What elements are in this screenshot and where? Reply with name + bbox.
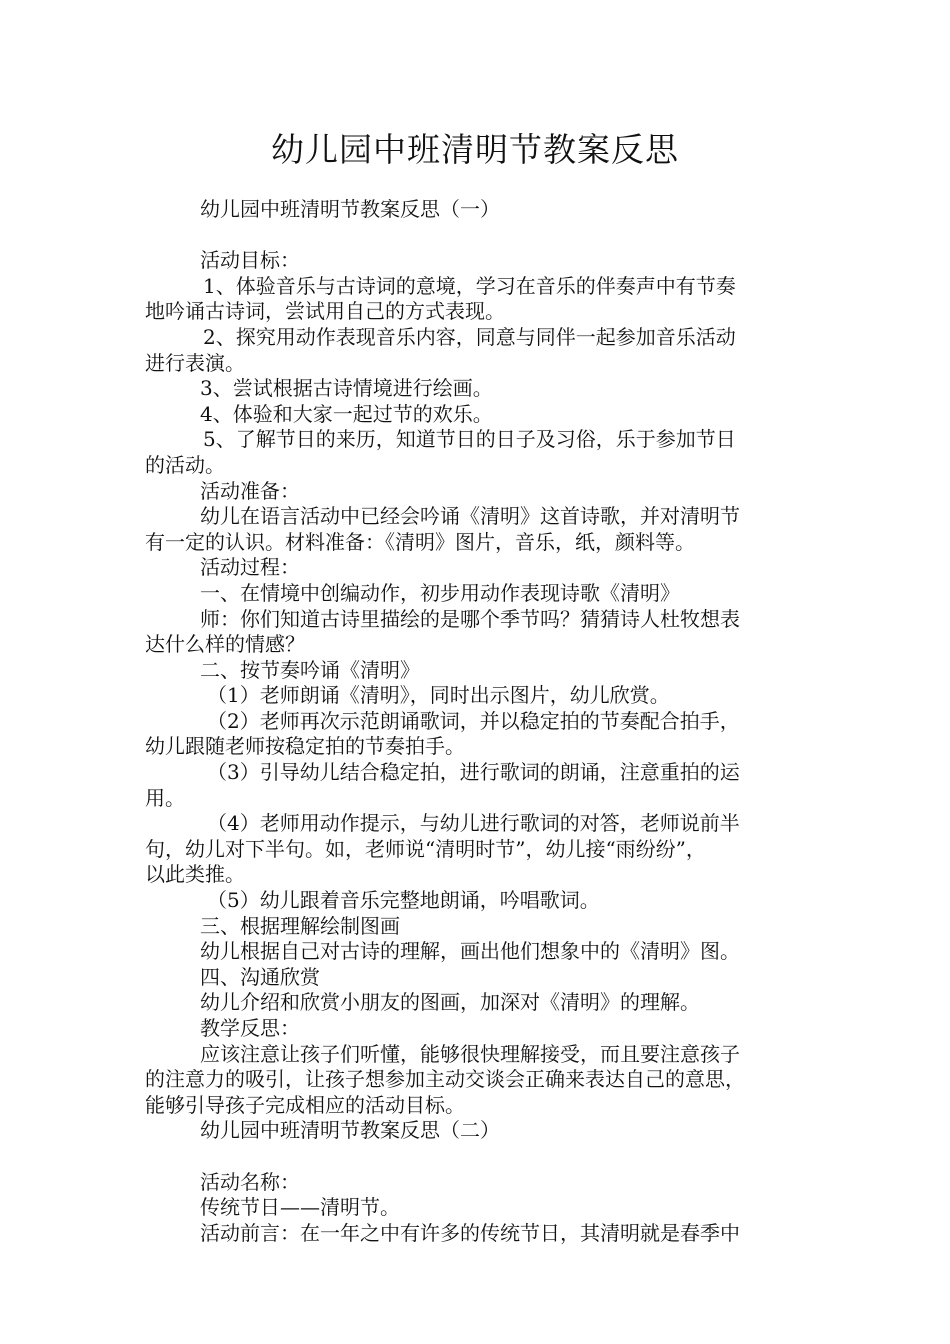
goal-5-line-2: 的活动。: [145, 452, 225, 477]
substep-4-line-2: 句，幼儿对下半句。如，老师说“清明时节”，幼儿接“雨纷纷”，: [145, 836, 706, 861]
activity-preface: 活动前言：在一年之中有许多的传统节日，其清明就是春季中: [200, 1220, 740, 1245]
goal-4: 4、体验和大家一起过节的欢乐。: [200, 401, 493, 426]
heading-teaching-reflection: 教学反思：: [200, 1016, 300, 1040]
heading-activity-name: 活动名称：: [200, 1169, 300, 1194]
substep-2-line-2: 幼儿跟随老师按稳定拍的节奏拍手。: [145, 734, 465, 759]
substep-4-line-3: 以此类推。: [145, 862, 245, 887]
substep-5: （5）幼儿跟着音乐完整地朗诵，吟唱歌词。: [207, 888, 600, 913]
substep-1: （1）老师朗诵《清明》，同时出示图片，幼儿欣赏。: [207, 683, 670, 708]
document-body: [145, 197, 815, 1246]
goal-1-line-1: 1、体验音乐与古诗词的意境，学习在音乐的伴奏声中有节奏: [203, 273, 736, 298]
step-3-heading: 三、根据理解绘制图画: [200, 913, 400, 938]
heading-activity-prep: 活动准备：: [200, 478, 300, 503]
heading-activity-goals: 活动目标：: [200, 248, 300, 273]
reflection-line-3: 能够引导孩子完成相应的活动目标。: [145, 1092, 465, 1117]
step-3-text: 幼儿根据自己对古诗的理解，画出他们想象中的《清明》图。: [200, 939, 740, 964]
goal-5-line-1: 5、了解节日的来历，知道节日的日子及习俗，乐于参加节日: [203, 427, 736, 452]
teacher-question-line-2: 达什么样的情感？: [145, 632, 305, 657]
reflection-line-2: 的注意力的吸引，让孩子想参加主动交谈会正确来表达自己的意思，: [145, 1067, 745, 1092]
substep-4-line-1: （4）老师用动作提示，与幼儿进行歌词的对答，老师说前半: [207, 811, 740, 836]
goal-2-line-2: 进行表演。: [145, 350, 245, 375]
blank-line: [145, 1144, 815, 1170]
substep-2-line-1: （2）老师再次示范朗诵歌词，并以稳定拍的节奏配合拍手，: [207, 708, 740, 733]
goal-3: 3、尝试根据古诗情境进行绘画。: [200, 376, 493, 401]
substep-3-line-1: （3）引导幼儿结合稳定拍，进行歌词的朗诵，注意重拍的运: [207, 760, 740, 785]
goal-1-line-2: 地吟诵古诗词，尝试用自己的方式表现。: [145, 299, 505, 324]
step-4-heading: 四、沟通欣赏: [200, 964, 320, 989]
step-2-heading: 二、按节奏吟诵《清明》: [200, 657, 420, 682]
activity-name-text: 传统节日——清明节。: [200, 1195, 400, 1220]
step-1-heading: 一、在情境中创编动作，初步用动作表现诗歌《清明》: [200, 580, 680, 605]
teacher-question-line-1: 师：你们知道古诗里描绘的是哪个季节吗？猜猜诗人杜牧想表: [200, 606, 740, 631]
prep-line-2: 有一定的认识。材料准备：《清明》图片，音乐，纸，颜料等。: [145, 529, 695, 554]
goal-2-line-1: 2、探究用动作表现音乐内容，同意与同伴一起参加音乐活动: [203, 324, 736, 349]
section-heading-1: 幼儿园中班清明节教案反思（一）: [200, 197, 500, 221]
reflection-line-1: 应该注意让孩子们听懂，能够很快理解接受，而且要注意孩子: [200, 1041, 740, 1066]
heading-activity-process: 活动过程：: [200, 555, 300, 580]
blank-line: [145, 223, 815, 249]
substep-3-line-2: 用。: [145, 785, 185, 810]
document-title: 幼儿园中班清明节教案反思: [271, 130, 679, 169]
section-heading-2: 幼儿园中班清明节教案反思（二）: [200, 1118, 500, 1143]
prep-line-1: 幼儿在语言活动中已经会吟诵《清明》这首诗歌，并对清明节: [200, 504, 740, 529]
step-4-text: 幼儿介绍和欣赏小朋友的图画，加深对《清明》的理解。: [200, 990, 700, 1015]
